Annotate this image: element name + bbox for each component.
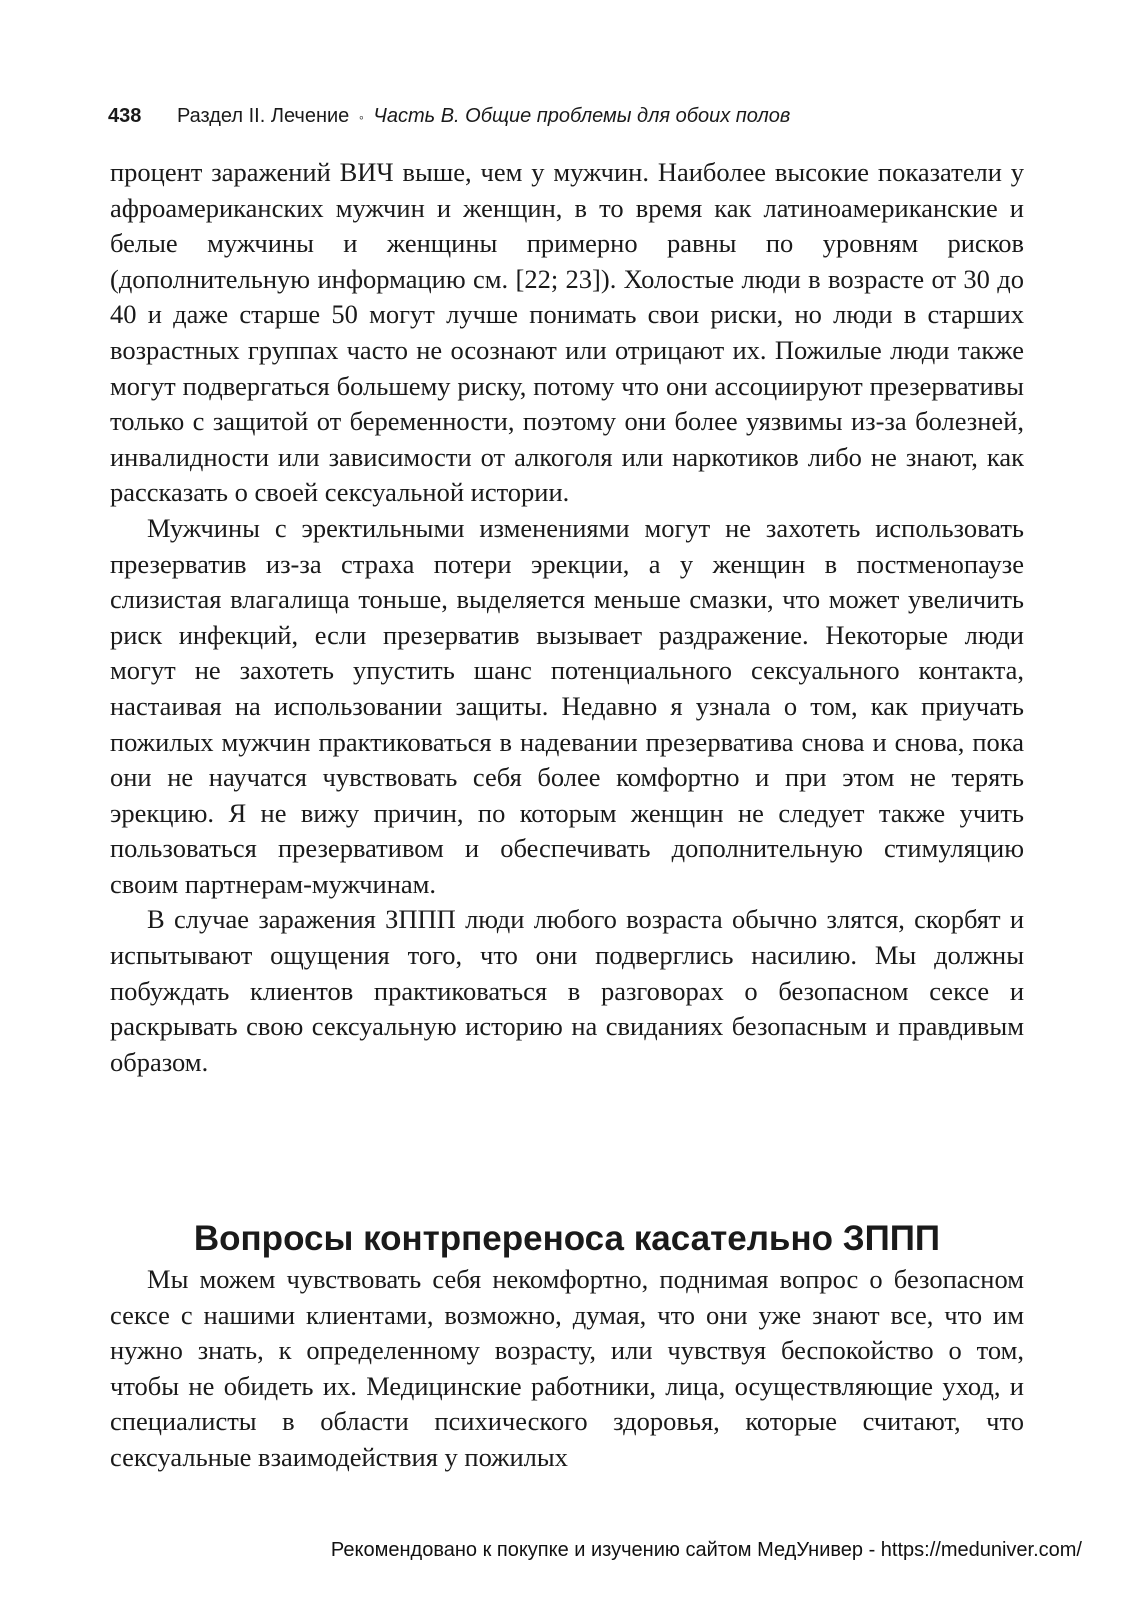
footer-watermark: Рекомендовано к покупке и изучению сайтом МедУнивер - https://meduniver.com/ [330,1539,1082,1561]
page-number: 438 [108,105,142,127]
part-title: Часть В. Общие проблемы для обоих полов [373,105,791,127]
separator-icon: ◦ [358,109,364,125]
paragraph-continuation: процент заражений ВИЧ выше, чем у мужчин. Наиболее высокие показатели у афроамериканских мужчин и женщин, в то время как латиноамериканские и белые мужчины и женщины примерно равны по уровням рисков (дополнительную информацию см. [22; 23]). Холостые люди в возрасте от 30 до 40 и даже старше 50 могут лучше понимать свои риски, но люди в старших возрастных группах часто не осознают или отрицают их. Пожилые люди также могут подвергаться большему риску, потому что они ассоциируют презервативы только с защитой от беременности, поэтому они более уязвимы из-за болезней, инвалидности или зависимости от алкоголя или наркотиков либо не знают, как рассказать о своей сексуальной истории. [110,157,1024,508]
paragraph: Мы можем чувствовать себя некомфортно, поднимая вопрос о безопасном сексе с нашими клиентами, возможно, думая, что они уже знают все, что им нужно знать, к определенному возрасту, или чувствуя беспокойство о том, чтобы не обидеть их. Медицинские работники, лица, осуществляющие уход, и специалисты в области психического здоровья, которые считают, что сексуальные взаимодействия у пожилых [110,1264,1024,1472]
paragraph: Мужчины с эректильными изменениями могут не захотеть использовать презерватив из-за страха потери эрекции, а у женщин в постменопаузе слизистая влагалища тоньше, выделяется меньше смазки, что может увеличить риск инфекций, если презерватив вызывает раздражение. Некоторые люди могут не захотеть упустить шанс потенциального сексуального контакта, настаивая на использовании защиты. Недавно я узнала о том, как приучать пожилых мужчин практиковаться в надевании презерватива снова и снова, пока они не научатся чувствовать себя более комфортно и при этом не терять эрекцию. Я не вижу причин, по которым женщин не следует также учить пользоваться презервативом и обеспечивать дополнительную стимуляцию своим партнерам-мужчинам. [110,512,1024,899]
running-head [108,103,1028,130]
body-text-before-heading [110,155,1024,1080]
section-heading: Вопросы контрпереноса касательно ЗППП [193,1219,941,1259]
paragraph: В случае заражения ЗППП люди любого возраста обычно злятся, скорбят и испытывают ощущения того, что они подверглись насилию. Мы должны побуждать клиентов практиковаться в разговорах о безопасном сексе и раскрывать свою сексуальную историю на свиданиях безопасным и правдивым образом. [110,904,1024,1077]
section-title: Раздел II. Лечение [176,105,350,127]
body-text-after-heading [110,1262,1024,1476]
